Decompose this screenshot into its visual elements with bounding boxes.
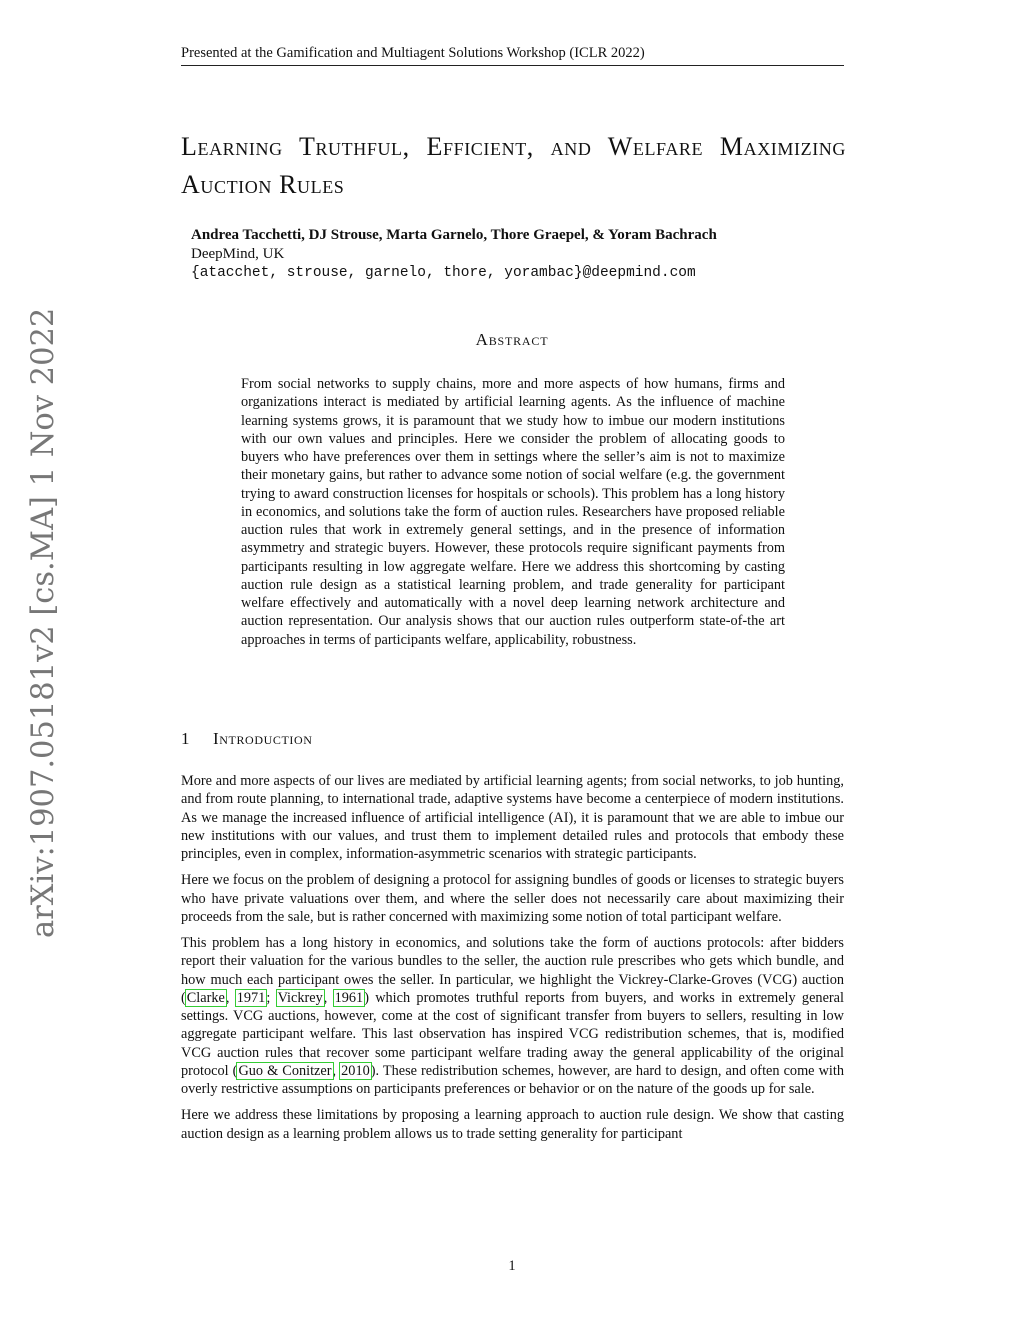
affiliation: DeepMind, UK bbox=[191, 246, 285, 262]
intro-p3-text-a: This problem has a long history in economics, and solutions take the form of auctions protocols: after bidders report their valuation for the various bundles to the seller, the auction rule prescribes who gets which bundle, and how much each participant owes the seller. In particular, we highlight the Vickrey-Clarke-Groves (VCG) auction ( bbox=[181, 935, 844, 1006]
paper-title: Learning Truthful, Efficient, and Welfare Maximizing Auction Rules bbox=[181, 132, 846, 199]
citation-vickrey-year[interactable]: 1961 bbox=[334, 989, 364, 1006]
abstract-body: From social networks to supply chains, more and more aspects of how humans, firms and organizations interact is mediated by artificial learning agents. As the influence of machine learning systems grows, it is paramount that we study how to imbue our modern institutions with our own values and principles. Here we consider the problem of allocating goods to buyers who have preferences over them in settings where the seller’s aim is not to maximize their monetary gains, but rather to advance some notion of social welfare (e.g. the government trying to award construction licenses for hospitals or schools). This problem has a long history in economics, and solutions take the form of auction rules. Researchers have proposed reliable auction rules that work in extremely general settings, and in the presence of information asymmetry and strategic buyers. However, these protocols require significant payments from participants resulting in low aggregate welfare. Here we address this shortcoming by casting auction rule design as a statistical learning problem, and trade generality for participant welfare effectively and automatically with a novel deep learning network architecture and auction representation. Our analysis shows that our auction rules outperform state-of-the art approaches in terms of participants welfare, applicability, robustness. bbox=[241, 376, 785, 648]
author-names: Andrea Tacchetti, DJ Strouse, Marta Garnelo, Thore Graepel, & Yoram Bachrach bbox=[191, 227, 717, 243]
abstract-heading: Abstract bbox=[475, 330, 549, 349]
punct: ; bbox=[266, 989, 277, 1006]
intro-paragraph-1: More and more aspects of our lives are mediated by artificial learning agents; from social networks, to job hunting, and from route planning, to international trade, adaptive systems have become a centerpiece of modern institutions. As we manage the increased influence of artificial intelligence (AI), it is paramount that we are able to imbue our new institutions with our values, and trust them to implement detailed rules and protocols that embody these principles, even in complex, information-asymmetric scenarios with strategic participants. bbox=[181, 773, 844, 862]
section-heading-introduction bbox=[181, 729, 581, 749]
intro-paragraph-2: Here we focus on the problem of designing a protocol for assigning bundles of goods or licenses to strategic buyers who have private valuations over them, and where the seller does not necessarily care about maximizing their proceeds from the sale, but is rather concerned with maximizing some notion of total participant welfare. bbox=[181, 872, 844, 925]
section-number: 1 bbox=[181, 729, 191, 748]
intro-paragraph-4: Here we address these limitations by proposing a learning approach to auction rule design. We show that casting auction design as a learning problem allows us to trade setting generality for participant bbox=[181, 1107, 844, 1142]
page-number: 1 bbox=[508, 1258, 516, 1274]
citation-vickrey-author[interactable]: Vickrey bbox=[277, 989, 323, 1006]
header-rule bbox=[181, 65, 844, 66]
author-emails: {atacchet, strouse, garnelo, thore, yorambac}@deepmind.com bbox=[191, 265, 696, 281]
punct: , bbox=[332, 1062, 341, 1079]
introduction-body bbox=[181, 772, 844, 1151]
citation-guo-year[interactable]: 2010 bbox=[341, 1062, 370, 1079]
punct: , bbox=[225, 989, 236, 1006]
intro-paragraph-3 bbox=[181, 934, 844, 1098]
arxiv-stamp: arXiv:1907.05181v2 [cs.MA] 1 Nov 2022 bbox=[26, 307, 61, 938]
running-header: Presented at the Gamification and Multiagent Solutions Workshop (ICLR 2022) bbox=[181, 45, 645, 61]
citation-clarke-year[interactable]: 1971 bbox=[236, 989, 266, 1006]
author-block bbox=[191, 226, 831, 283]
citation-guo-author[interactable]: Guo & Conitzer bbox=[238, 1062, 332, 1079]
punct: , bbox=[323, 989, 334, 1006]
section-title: Introduction bbox=[213, 729, 313, 748]
citation-clarke-author[interactable]: Clarke bbox=[186, 989, 225, 1006]
intro-p3-text-c: ). These redistribution schemes, however, are hard to design, and often come with overly restrictive assumptions on participants preferences or behavior or on the nature of the goods up for sale. bbox=[181, 1062, 844, 1097]
intro-p3-text-b: ) which promotes truthful reports from buyers, and works in extremely general settings. VCG auctions, however, come at the cost of significant transfer from buyers to sellers, resulting in low aggregate participant welfare. This last observation has inspired VCG redistribution schemes, that is, modified VCG auction rules that recover some participant welfare trading away the general applicability of the original protocol ( bbox=[181, 989, 845, 1079]
